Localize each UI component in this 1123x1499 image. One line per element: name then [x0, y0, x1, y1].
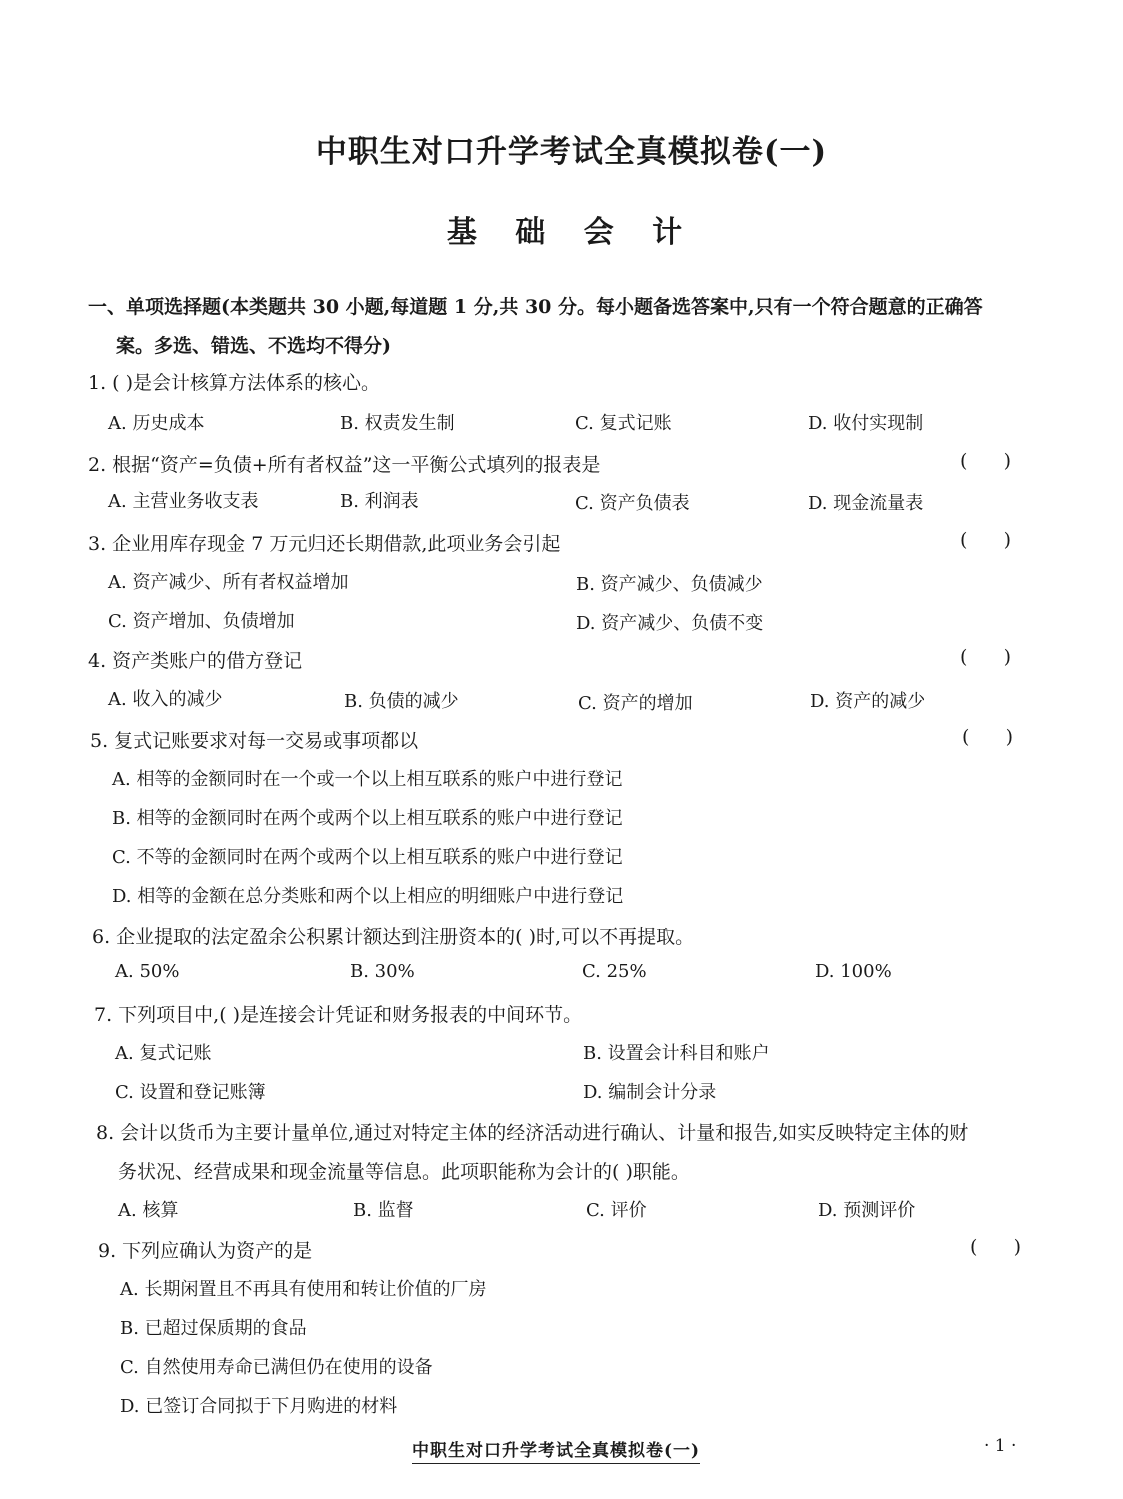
question-8-stem-line2: 务状况、经营成果和现金流量等信息。此项职能称为会计的( )职能。 [118, 1161, 690, 1183]
section-heading-line1: 一、单项选择题(本类题共 30 小题,每道题 1 分,共 30 分。每小题备选答案中,只有一个符合题意的正确答 [88, 296, 983, 318]
question-4-option-c: C. 资产的增加 [578, 693, 693, 714]
question-6-option-c: C. 25% [582, 961, 647, 982]
question-9-option-b: B. 已超过保质期的食品 [120, 1318, 307, 1339]
question-7-option-a: A. 复式记账 [115, 1043, 212, 1064]
question-5-option-b: B. 相等的金额同时在两个或两个以上相互联系的账户中进行登记 [112, 808, 623, 829]
question-5-option-c: C. 不等的金额同时在两个或两个以上相互联系的账户中进行登记 [112, 847, 623, 868]
question-9-option-d: D. 已签订合同拟于下月购进的材料 [120, 1396, 398, 1417]
subject-title: 基 础 会 计 [446, 215, 697, 250]
question-2-option-b: B. 利润表 [340, 491, 419, 512]
question-1-stem: 1. ( )是会计核算方法体系的核心。 [88, 372, 381, 394]
question-9-stem: 9. 下列应确认为资产的是 [98, 1240, 313, 1262]
section-heading-line2: 案。多选、错选、不选均不得分) [116, 335, 391, 357]
question-2-option-a: A. 主营业务收支表 [108, 491, 259, 512]
question-5-option-d: D. 相等的金额在总分类账和两个以上相应的明细账户中进行登记 [112, 886, 624, 907]
question-2-stem: 2. 根据“资产=负债+所有者权益”这一平衡公式填列的报表是 [88, 454, 601, 476]
page-number: · 1 · [984, 1436, 1017, 1456]
question-6-option-a: A. 50% [115, 961, 180, 982]
question-2-option-d: D. 现金流量表 [808, 493, 924, 514]
question-7-option-c: C. 设置和登记账簿 [115, 1082, 266, 1103]
question-7-stem: 7. 下列项目中,( )是连接会计凭证和财务报表的中间环节。 [94, 1004, 583, 1026]
question-1-option-a: A. 历史成本 [108, 413, 205, 434]
question-3-stem: 3. 企业用库存现金 7 万元归还长期借款,此项业务会引起 [88, 533, 561, 555]
section-heading [88, 288, 1038, 366]
question-5-stem: 5. 复式记账要求对每一交易或事项都以 [90, 730, 419, 752]
question-1-option-b: B. 权责发生制 [340, 413, 455, 434]
question-9-answer-paren: ( ) [970, 1236, 1022, 1258]
question-7-option-b: B. 设置会计科目和账户 [583, 1043, 770, 1064]
question-4-answer-paren: ( ) [960, 646, 1012, 668]
question-4-option-a: A. 收入的减少 [108, 689, 223, 710]
question-9-option-a: A. 长期闲置且不再具有使用和转让价值的厂房 [120, 1279, 487, 1300]
question-6-stem: 6. 企业提取的法定盈余公积累计额达到注册资本的( )时,可以不再提取。 [92, 926, 695, 948]
question-8-stem: 8. 会计以货币为主要计量单位,通过对特定主体的经济活动进行确认、计量和报告,如实反映特定主体的财 [96, 1122, 969, 1144]
question-4-stem: 4. 资产类账户的借方登记 [88, 650, 303, 672]
question-8-option-d: D. 预测评价 [818, 1200, 916, 1221]
question-1-option-d: D. 收付实现制 [808, 413, 924, 434]
question-5-answer-paren: ( ) [962, 726, 1014, 748]
question-3-option-b: B. 资产减少、负债减少 [576, 574, 763, 595]
question-6-option-d: D. 100% [815, 961, 892, 982]
question-8-option-a: A. 核算 [118, 1200, 179, 1221]
question-3-option-a: A. 资产减少、所有者权益增加 [108, 572, 349, 593]
question-8-option-b: B. 监督 [353, 1200, 414, 1221]
footer-title: 中职生对口升学考试全真模拟卷(一) [412, 1436, 700, 1464]
question-8-option-c: C. 评价 [586, 1200, 647, 1221]
question-2-option-c: C. 资产负债表 [575, 493, 690, 514]
question-9-option-c: C. 自然使用寿命已满但仍在使用的设备 [120, 1357, 433, 1378]
question-1-option-c: C. 复式记账 [575, 413, 672, 434]
question-3-answer-paren: ( ) [960, 529, 1012, 551]
question-7-option-d: D. 编制会计分录 [583, 1082, 717, 1103]
question-4-option-d: D. 资产的减少 [810, 691, 926, 712]
question-3-option-c: C. 资产增加、负债增加 [108, 611, 295, 632]
page-title: 中职生对口升学考试全真模拟卷(一) [315, 134, 828, 170]
question-4-option-b: B. 负债的减少 [344, 691, 459, 712]
question-2-answer-paren: ( ) [960, 450, 1012, 472]
question-5-option-a: A. 相等的金额同时在一个或一个以上相互联系的账户中进行登记 [112, 769, 623, 790]
question-6-option-b: B. 30% [350, 961, 415, 982]
question-3-option-d: D. 资产减少、负债不变 [576, 613, 764, 634]
